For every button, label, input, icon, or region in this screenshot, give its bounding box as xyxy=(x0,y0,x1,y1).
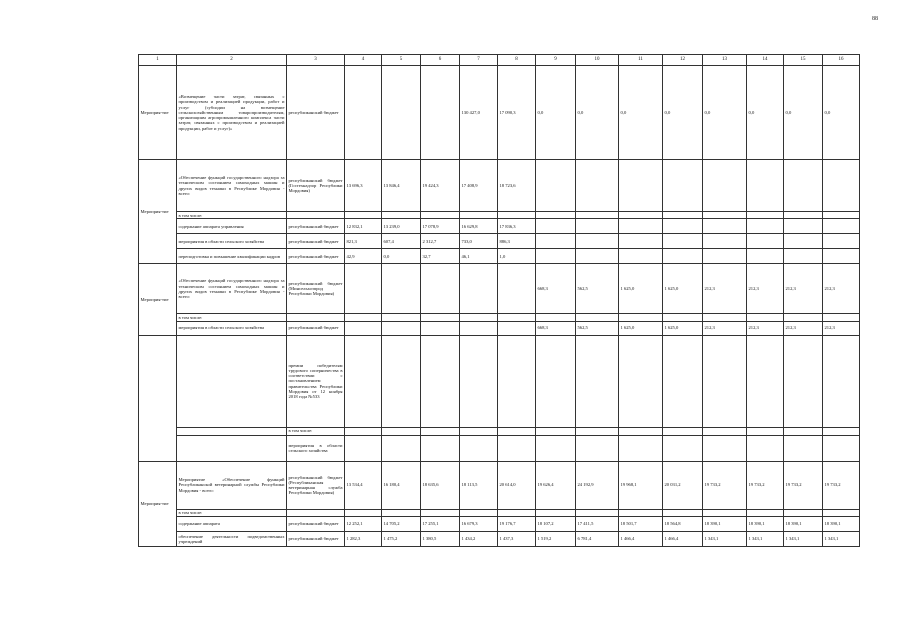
value-cell xyxy=(747,249,784,264)
value-cell: 212,3 xyxy=(703,321,747,335)
value-cell: 607,4 xyxy=(382,234,421,249)
value-cell xyxy=(421,66,460,160)
value-cell: 212,3 xyxy=(747,321,784,335)
value-cell: 212,3 xyxy=(747,264,784,314)
value-cell: 19 176,7 xyxy=(498,516,536,531)
value-cell: 0,0 xyxy=(382,249,421,264)
value-cell xyxy=(382,66,421,160)
measure-name-cell: мероприятия в области сельского хозяйства xyxy=(177,234,287,249)
table-row xyxy=(139,314,860,321)
value-cell: 19 424,3 xyxy=(421,160,460,212)
measure-name-cell: «Обеспечение функций государственного надзора за техническим состоянием самоходных машин и других видов техники в Республике Мордовия - всего: xyxy=(177,264,287,314)
value-cell: 1 625,0 xyxy=(619,264,663,314)
value-cell xyxy=(576,160,619,212)
table-row xyxy=(139,321,860,335)
column-header: 8 xyxy=(498,55,536,66)
table-row xyxy=(139,335,860,427)
value-cell xyxy=(460,321,498,335)
value-cell: 13 846,4 xyxy=(382,160,421,212)
funding-source-cell: республиканский бюджет (Республиканская ветеринарная служба Республики Мордовия) xyxy=(287,461,345,509)
value-cell xyxy=(345,264,382,314)
value-cell: 733,0 xyxy=(460,234,498,249)
column-number-row xyxy=(139,55,860,66)
value-cell xyxy=(619,234,663,249)
funding-source-cell: республиканский бюджет xyxy=(287,249,345,264)
measure-name-cell: Мероприятие «Обеспечение функций Республиканской ветеринарной службы Республики Мордовия - всего: xyxy=(177,461,287,509)
value-cell xyxy=(784,234,823,249)
table-row xyxy=(139,219,860,234)
value-cell: 17 090,3 xyxy=(498,66,536,160)
funding-source-cell: республиканский бюджет (Минсельхозпрод Республики Мордовия) xyxy=(287,264,345,314)
value-cell xyxy=(345,321,382,335)
table-row xyxy=(139,516,860,531)
value-cell: 18 723,6 xyxy=(498,160,536,212)
value-cell: 18 113,5 xyxy=(460,461,498,509)
value-cell xyxy=(823,219,860,234)
value-cell: 20 031,2 xyxy=(663,461,703,509)
value-cell xyxy=(576,219,619,234)
value-cell: 17 411,5 xyxy=(576,516,619,531)
value-cell: 212,3 xyxy=(784,264,823,314)
value-cell: 1 519,2 xyxy=(536,531,576,546)
value-cell xyxy=(823,160,860,212)
value-cell: 0,0 xyxy=(747,66,784,160)
value-cell: 821,3 xyxy=(345,234,382,249)
value-cell: 20 614,0 xyxy=(498,461,536,509)
measure-name-cell: содержание аппарата управления xyxy=(177,219,287,234)
value-cell: 2 312,7 xyxy=(421,234,460,249)
value-cell: 212,3 xyxy=(784,321,823,335)
value-cell xyxy=(703,219,747,234)
value-cell xyxy=(747,160,784,212)
column-header: 1 xyxy=(139,55,177,66)
measure-name-cell: обеспечение деятельности подведомственных учреждений xyxy=(177,531,287,546)
row-type-cell: Мероприя-тие xyxy=(139,264,177,335)
value-cell xyxy=(784,219,823,234)
measure-name-cell: «Возмещение части затрат, связанных с производством и реализацией продукции, работ и услуг (субсидии на возмещение сельскохозяйственным товаропроизводителям, организациям агропромышленного комплекса части затрат, связанных с производством и реализацией продукции, работ и услуг)» xyxy=(177,66,287,160)
column-header: 6 xyxy=(421,55,460,66)
value-cell: 16 180,4 xyxy=(382,461,421,509)
funding-source-cell: республиканский бюджет xyxy=(287,516,345,531)
column-header: 3 xyxy=(287,55,345,66)
value-cell: 18 390,1 xyxy=(747,516,784,531)
column-header: 13 xyxy=(703,55,747,66)
value-cell: 17 408,9 xyxy=(460,160,498,212)
value-cell: 19 733,2 xyxy=(703,461,747,509)
row-type-cell: Мероприя-тие xyxy=(139,160,177,264)
value-cell: 130 427,0 xyxy=(460,66,498,160)
value-cell xyxy=(382,321,421,335)
value-cell xyxy=(536,160,576,212)
value-cell xyxy=(619,249,663,264)
row-type-cell: Мероприя-тие xyxy=(139,66,177,160)
value-cell: 1 466,4 xyxy=(619,531,663,546)
value-cell xyxy=(536,219,576,234)
value-cell: 6 781,4 xyxy=(576,531,619,546)
value-cell: 17 255,1 xyxy=(421,516,460,531)
value-cell xyxy=(663,249,703,264)
column-header: 10 xyxy=(576,55,619,66)
value-cell: 17 836,3 xyxy=(498,219,536,234)
value-cell xyxy=(703,249,747,264)
table-row xyxy=(139,66,860,160)
value-cell: 14 705,2 xyxy=(382,516,421,531)
value-cell: 46,1 xyxy=(460,249,498,264)
table-row xyxy=(139,249,860,264)
funding-source-cell: премии победителям трудового соперничества в соответствии с постановлением правительства Республики Мордовия от 12 ноября 2018 года №533 xyxy=(287,335,345,427)
funding-source-cell: мероприятия в области сельского хозяйства xyxy=(287,435,345,461)
value-cell: 18 390,1 xyxy=(784,516,823,531)
value-cell xyxy=(382,264,421,314)
value-cell xyxy=(823,249,860,264)
value-cell: 24 192,9 xyxy=(576,461,619,509)
value-cell: 19 968,1 xyxy=(619,461,663,509)
value-cell: 212,3 xyxy=(823,321,860,335)
value-cell: 18 501,7 xyxy=(619,516,663,531)
column-header: 7 xyxy=(460,55,498,66)
value-cell: 668,3 xyxy=(536,264,576,314)
value-cell xyxy=(536,234,576,249)
in-that-number-label: в том числе: xyxy=(177,212,287,219)
column-header: 11 xyxy=(619,55,663,66)
value-cell: 0,0 xyxy=(663,66,703,160)
column-header: 12 xyxy=(663,55,703,66)
funding-source-cell: республиканский бюджет xyxy=(287,321,345,335)
value-cell: 562,5 xyxy=(576,264,619,314)
value-cell: 17 078,9 xyxy=(421,219,460,234)
value-cell xyxy=(498,321,536,335)
value-cell: 1 625,0 xyxy=(663,264,703,314)
value-cell: 668,3 xyxy=(536,321,576,335)
value-cell: 18 107,2 xyxy=(536,516,576,531)
table-row xyxy=(139,427,860,435)
value-cell: 0,0 xyxy=(784,66,823,160)
value-cell: 32,7 xyxy=(421,249,460,264)
value-cell: 0,0 xyxy=(823,66,860,160)
value-cell xyxy=(703,160,747,212)
measure-name-cell: содержание аппарата xyxy=(177,516,287,531)
in-that-number-label: в том числе: xyxy=(287,427,345,435)
value-cell xyxy=(460,264,498,314)
table-row xyxy=(139,509,860,516)
row-type-cell: Мероприя-тие xyxy=(139,461,177,546)
funding-source-cell: республиканский бюджет xyxy=(287,234,345,249)
value-cell xyxy=(784,160,823,212)
table-row xyxy=(139,212,860,219)
value-cell: 1 282,3 xyxy=(345,531,382,546)
value-cell xyxy=(498,264,536,314)
table-row xyxy=(139,264,860,314)
value-cell: 1,0 xyxy=(498,249,536,264)
value-cell: 18 390,1 xyxy=(823,516,860,531)
value-cell: 13 696,3 xyxy=(345,160,382,212)
value-cell xyxy=(536,249,576,264)
value-cell: 1 343,1 xyxy=(747,531,784,546)
value-cell xyxy=(663,219,703,234)
value-cell: 19 733,2 xyxy=(823,461,860,509)
value-cell: 12 252,1 xyxy=(345,516,382,531)
value-cell: 1 343,1 xyxy=(784,531,823,546)
value-cell: 16 629,8 xyxy=(460,219,498,234)
value-cell: 16 679,3 xyxy=(460,516,498,531)
table-row xyxy=(139,234,860,249)
value-cell: 42,9 xyxy=(345,249,382,264)
value-cell xyxy=(421,321,460,335)
value-cell: 1 343,1 xyxy=(703,531,747,546)
table-row xyxy=(139,435,860,461)
value-cell: 212,3 xyxy=(823,264,860,314)
value-cell xyxy=(784,249,823,264)
value-cell xyxy=(703,234,747,249)
value-cell xyxy=(345,66,382,160)
value-cell xyxy=(663,160,703,212)
funding-source-cell: республиканский бюджет xyxy=(287,531,345,546)
value-cell xyxy=(747,234,784,249)
value-cell: 13 534,4 xyxy=(345,461,382,509)
table-row xyxy=(139,160,860,212)
value-cell: 1 625,0 xyxy=(663,321,703,335)
value-cell xyxy=(421,264,460,314)
value-cell: 18 635,6 xyxy=(421,461,460,509)
funding-source-cell: республиканский бюджет xyxy=(287,219,345,234)
measure-name-cell: переподготовка и повышение квалификации кадров xyxy=(177,249,287,264)
value-cell: 886,3 xyxy=(498,234,536,249)
value-cell: 562,5 xyxy=(576,321,619,335)
measure-name-cell: «Обеспечение функций государственного надзора за техническим состоянием самоходных машин и других видов техники в Республике Мордовия - всего: xyxy=(177,160,287,212)
value-cell xyxy=(619,219,663,234)
value-cell xyxy=(747,219,784,234)
value-cell xyxy=(619,160,663,212)
value-cell: 0,0 xyxy=(576,66,619,160)
column-header: 16 xyxy=(823,55,860,66)
value-cell: 0,0 xyxy=(703,66,747,160)
value-cell xyxy=(576,249,619,264)
value-cell xyxy=(663,234,703,249)
value-cell: 18 390,1 xyxy=(703,516,747,531)
value-cell: 12 832,1 xyxy=(345,219,382,234)
budget-table xyxy=(138,54,860,547)
value-cell xyxy=(823,234,860,249)
value-cell: 1 343,1 xyxy=(823,531,860,546)
funding-source-cell: республиканский бюджет (Гостехнадзор Республики Мордовия) xyxy=(287,160,345,212)
value-cell: 1 475,2 xyxy=(382,531,421,546)
value-cell: 1 380,5 xyxy=(421,531,460,546)
value-cell: 1 625,0 xyxy=(619,321,663,335)
column-header: 15 xyxy=(784,55,823,66)
value-cell: 18 564,8 xyxy=(663,516,703,531)
value-cell: 0,0 xyxy=(619,66,663,160)
table-row xyxy=(139,461,860,509)
in-that-number-label: в том числе: xyxy=(177,509,287,516)
value-cell: 19 626,4 xyxy=(536,461,576,509)
value-cell: 19 733,2 xyxy=(784,461,823,509)
value-cell: 13 239,0 xyxy=(382,219,421,234)
column-header: 2 xyxy=(177,55,287,66)
column-header: 14 xyxy=(747,55,784,66)
value-cell: 212,3 xyxy=(703,264,747,314)
value-cell xyxy=(576,234,619,249)
in-that-number-label: в том числе: xyxy=(177,314,287,321)
value-cell: 0,0 xyxy=(536,66,576,160)
table-row xyxy=(139,531,860,546)
measure-name-cell: мероприятия в области сельского хозяйства xyxy=(177,321,287,335)
value-cell: 1 466,4 xyxy=(663,531,703,546)
funding-source-cell: республиканский бюджет xyxy=(287,66,345,160)
value-cell: 1 437,3 xyxy=(498,531,536,546)
value-cell: 1 434,2 xyxy=(460,531,498,546)
column-header: 5 xyxy=(382,55,421,66)
column-header: 9 xyxy=(536,55,576,66)
value-cell: 19 733,2 xyxy=(747,461,784,509)
page-number: 88 xyxy=(872,16,878,22)
column-header: 4 xyxy=(345,55,382,66)
